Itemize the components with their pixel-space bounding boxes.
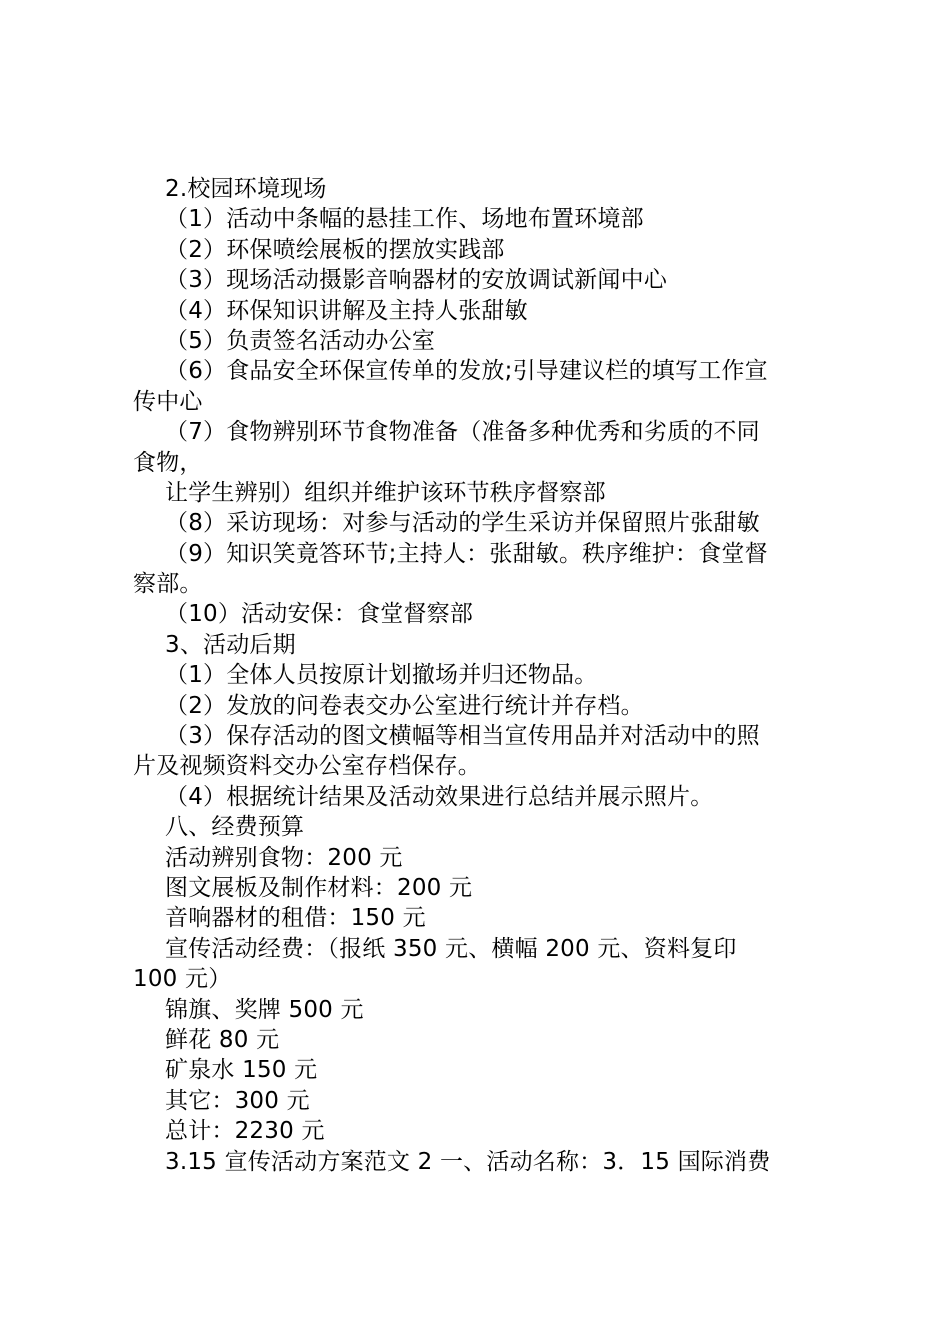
text-line: （10）活动安保：食堂督察部 xyxy=(165,601,474,628)
text-line: 3.15 宣传活动方案范文 2 一、活动名称：3．15 国际消费 xyxy=(165,1148,771,1175)
document-body xyxy=(133,174,833,1177)
text-line: （3）现场活动摄影音响器材的安放调试新闻中心 xyxy=(165,267,668,294)
text-line: （1）全体人员按原计划撤场并归还物品。 xyxy=(165,662,598,689)
text-line: 传中心 xyxy=(133,388,203,415)
text-line: 八、经费预算 xyxy=(165,814,305,841)
text-line: 3、活动后期 xyxy=(165,631,296,658)
text-line: （4）环保知识讲解及主持人张甜敏 xyxy=(165,297,528,324)
text-line: （7）食物辨别环节食物准备（准备多种优秀和劣质的不同 xyxy=(165,419,760,446)
text-line: 2.校园环境现场 xyxy=(165,176,327,202)
text-line: （6）食品安全环保宣传单的发放;引导建议栏的填写工作宣 xyxy=(165,358,768,385)
text-line: 总计：2230 元 xyxy=(165,1118,325,1145)
text-line: （5）负责签名活动办公室 xyxy=(165,327,436,354)
text-line: （2）发放的问卷表交办公室进行统计并存档。 xyxy=(165,692,644,719)
text-line: 图文展板及制作材料：200 元 xyxy=(165,874,473,901)
text-line: 100 元） xyxy=(133,966,232,993)
text-line: （9）知识笑竟答环节;主持人：张甜敏。秩序维护：食堂督 xyxy=(165,540,768,567)
text-line: 宣传活动经费：（报纸 350 元、横幅 200 元、资料复印 xyxy=(165,935,737,962)
text-line: 片及视频资料交办公室存档保存。 xyxy=(133,753,481,780)
text-line: 察部。 xyxy=(133,571,203,598)
text-line: 鲜花 80 元 xyxy=(165,1026,280,1053)
text-line: （3）保存活动的图文横幅等相当宣传用品并对活动中的照 xyxy=(165,723,760,750)
text-line: 其它：300 元 xyxy=(165,1087,310,1114)
text-line: 让学生辨别）组织并维护该环节秩序督察部 xyxy=(165,479,606,506)
text-line: 矿泉水 150 元 xyxy=(165,1057,318,1084)
text-line: （8）采访现场：对参与活动的学生采访并保留照片张甜敏 xyxy=(165,510,760,537)
text-line: （2）环保喷绘展板的摆放实践部 xyxy=(165,236,505,263)
text-line: 食物， xyxy=(133,449,203,476)
text-line: （4）根据统计结果及活动效果进行总结并展示照片。 xyxy=(165,783,714,810)
text-line: 活动辨别食物：200 元 xyxy=(165,844,403,871)
text-line: 锦旗、奖牌 500 元 xyxy=(165,996,364,1023)
text-line: 音响器材的租借：150 元 xyxy=(165,905,426,932)
text-line: （1）活动中条幅的悬挂工作、场地布置环境部 xyxy=(165,206,644,233)
